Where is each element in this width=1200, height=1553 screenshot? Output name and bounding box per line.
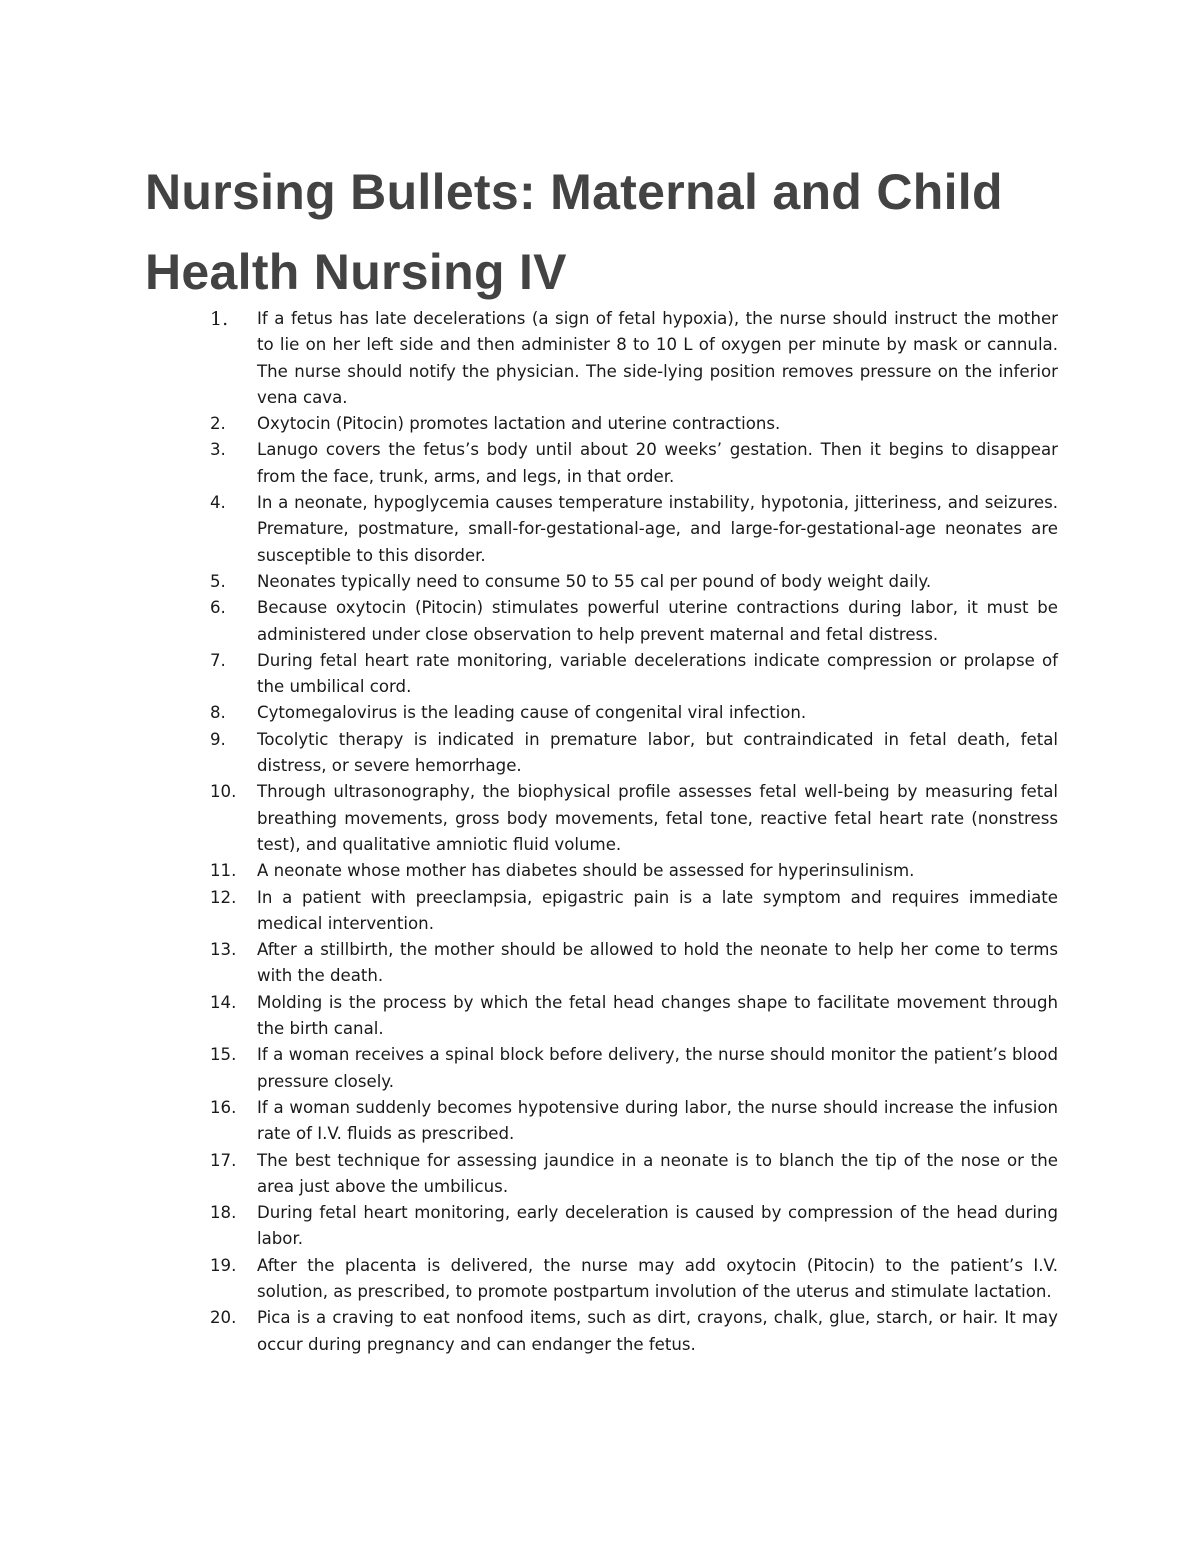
item-text: Tocolytic therapy is indicated in premature labor, but contraindicated in fetal death, fetal distress, or severe hemorrhage. xyxy=(257,729,1058,776)
list-item xyxy=(210,1095,1058,1148)
item-text: Oxytocin (Pitocin) promotes lactation and uterine contractions. xyxy=(257,414,781,434)
item-number: 13. xyxy=(210,940,237,960)
list-item xyxy=(210,1042,1058,1095)
item-number: 1. xyxy=(210,308,229,330)
list-item xyxy=(210,858,1058,884)
item-text: Molding is the process by which the fetal head changes shape to facilitate movement through the birth canal. xyxy=(257,992,1058,1039)
item-text: During fetal heart rate monitoring, variable decelerations indicate compression or prolapse of the umbilical cord. xyxy=(257,650,1058,697)
list-item xyxy=(210,437,1058,490)
list-item xyxy=(210,1200,1058,1253)
list-item xyxy=(210,990,1058,1043)
list-item xyxy=(210,885,1058,938)
item-text: Lanugo covers the fetus’s body until about 20 weeks’ gestation. Then it begins to disappear from the face, trunk, arms, and legs, in that order. xyxy=(257,440,1058,486)
item-text: In a patient with preeclampsia, epigastric pain is a late symptom and requires immediate medical intervention. xyxy=(257,887,1058,933)
item-number: 17. xyxy=(210,1150,237,1170)
list-item xyxy=(210,411,1058,437)
item-number: 4. xyxy=(210,493,226,513)
item-number: 14. xyxy=(210,992,237,1012)
list-item xyxy=(210,727,1058,780)
item-text: During fetal heart monitoring, early deceleration is caused by compression of the head during labor. xyxy=(257,1203,1058,1249)
item-text: A neonate whose mother has diabetes should be assessed for hyperinsulinism. xyxy=(257,861,915,881)
item-number: 19. xyxy=(210,1255,237,1275)
list-item xyxy=(210,779,1058,858)
list-item xyxy=(210,1305,1058,1358)
item-number: 16. xyxy=(210,1097,237,1117)
item-number: 9. xyxy=(210,729,226,749)
list-item xyxy=(210,595,1058,648)
item-text: Cytomegalovirus is the leading cause of congenital viral infection. xyxy=(257,703,807,723)
page-title: Nursing Bullets: Maternal and Child Health Nursing IV xyxy=(145,164,1003,300)
item-text: If a woman receives a spinal block before delivery, the nurse should monitor the patient’s blood pressure closely. xyxy=(257,1045,1058,1091)
list-item xyxy=(210,306,1058,411)
item-number: 20. xyxy=(210,1308,237,1328)
list-item xyxy=(210,569,1058,595)
item-text: Through ultrasonography, the biophysical profile assesses fetal well-being by measuring fetal breathing movements, gross body movements, fetal tone, reactive fetal heart rate (nonstress test), and qualitative amniotic fluid volume. xyxy=(257,782,1058,854)
list-item xyxy=(210,648,1058,701)
item-text: Because oxytocin (Pitocin) stimulates powerful uterine contractions during labor, it must be administered under close observation to help prevent maternal and fetal distress. xyxy=(257,598,1058,644)
list-item xyxy=(210,1148,1058,1201)
list-item xyxy=(210,1253,1058,1306)
item-number: 3. xyxy=(210,440,226,460)
item-text: In a neonate, hypoglycemia causes temperature instability, hypotonia, jitteriness, and seizures. Premature, postmature, small-for-gestational-age, and large-for-gestational-age neonates are susceptible to this disorder. xyxy=(257,493,1058,565)
item-text: The best technique for assessing jaundice in a neonate is to blanch the tip of the nose or the area just above the umbilicus. xyxy=(257,1150,1058,1196)
item-text: If a fetus has late decelerations (a sign of fetal hypoxia), the nurse should instruct the mother to lie on her left side and then administer 8 to 10 L of oxygen per minute by mask or cannula. The nurse should notify the physician. The side-lying position removes pressure on the inferior vena cava. xyxy=(257,309,1058,407)
item-number: 2. xyxy=(210,414,226,434)
item-number: 10. xyxy=(210,782,237,802)
item-text: Neonates typically need to consume 50 to 55 cal per pound of body weight daily. xyxy=(257,571,932,591)
item-number: 6. xyxy=(210,598,226,618)
item-text: If a woman suddenly becomes hypotensive during labor, the nurse should increase the infusion rate of I.V. fluids as prescribed. xyxy=(257,1097,1058,1144)
list-item xyxy=(210,700,1058,726)
list-item xyxy=(210,937,1058,990)
item-number: 8. xyxy=(210,703,226,723)
item-number: 11. xyxy=(210,861,237,881)
item-text: After a stillbirth, the mother should be allowed to hold the neonate to help her come to terms with the death. xyxy=(257,940,1058,986)
item-number: 7. xyxy=(210,650,226,670)
item-text: Pica is a craving to eat nonfood items, such as dirt, crayons, chalk, glue, starch, or hair. It may occur during pregnancy and can endanger the fetus. xyxy=(257,1308,1058,1354)
list-item xyxy=(210,490,1058,569)
item-number: 18. xyxy=(210,1203,237,1223)
item-number: 5. xyxy=(210,571,226,591)
item-number: 12. xyxy=(210,887,237,907)
bullet-list xyxy=(210,306,1058,1358)
item-text: After the placenta is delivered, the nurse may add oxytocin (Pitocin) to the patient’s I.V. solution, as prescribed, to promote postpartum involution of the uterus and stimulate lactation. xyxy=(257,1255,1058,1301)
item-number: 15. xyxy=(210,1045,237,1065)
